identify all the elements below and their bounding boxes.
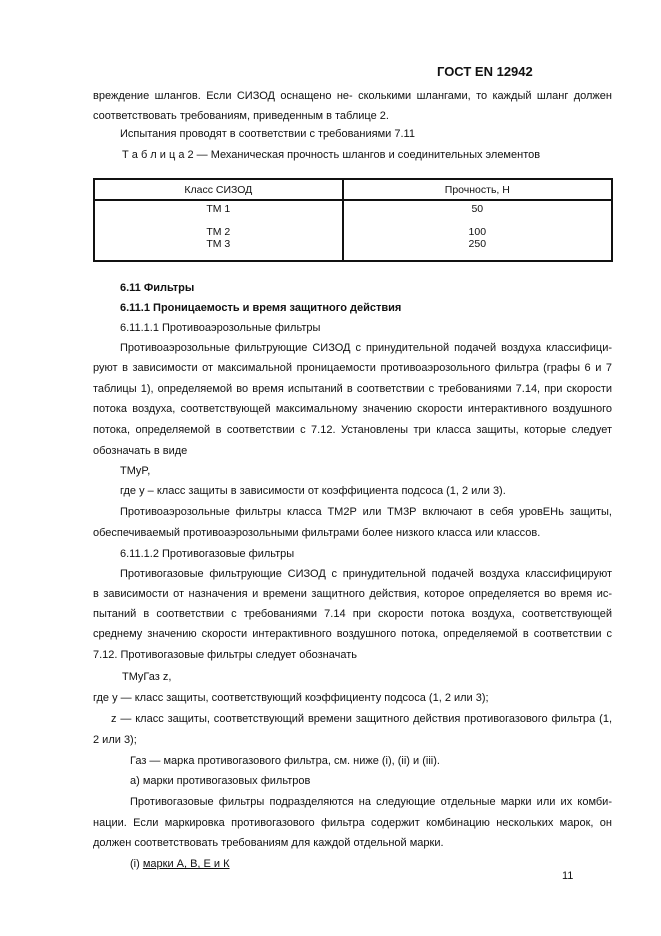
formula: ТМyГаз z, [122, 671, 172, 683]
list-item [130, 857, 649, 871]
paragraph-line: должен соответствовать требованиям для каждой отдельной марки. [93, 837, 444, 849]
section-heading: 6.11.1 Проницаемость и время защитного действия [120, 302, 402, 314]
table-row [94, 200, 612, 223]
table-row [94, 223, 612, 238]
paragraph-line: соответствовать требованиям, приведенным в таблице 2. [93, 110, 389, 122]
table-cell: ТМ 3 [94, 238, 343, 261]
table-cell: 250 [343, 238, 612, 261]
paragraph-line: в зависимости от назначения и времени защитного действия, которое определяется во время ис- [93, 588, 612, 600]
table-caption: Т а б л и ц а 2 — Механическая прочность шлангов и соединительных элементов [122, 149, 541, 161]
column-header: Класс СИЗОД [94, 179, 343, 200]
paragraph-line: обозначать в виде [93, 445, 188, 457]
paragraph-line: руют в зависимости от максимальной проницаемости противоаэрозольного фильтра (графы 6 и 7 [93, 362, 612, 374]
formula: ТМyP, [120, 465, 151, 477]
table-cell: 100 [343, 223, 612, 238]
paragraph-line: где y – класс защиты в зависимости от коэффициента подсоса (1, 2 или 3). [120, 485, 506, 497]
paragraph-line: Противогазовые фильтры подразделяются на следующие отдельные марки или их комби- [130, 796, 612, 808]
paragraph-line: где y — класс защиты, соответствующий коэффициенту подсоса (1, 2 или 3); [93, 692, 489, 704]
paragraph-line: 2 или 3); [93, 734, 137, 746]
list-item: а) марки противогазовых фильтров [130, 775, 311, 787]
section-heading: 6.11.1.2 Противогазовые фильтры [120, 548, 295, 560]
paragraph-line: Противоаэрозольные фильтрующие СИЗОД с принудительной подачей воздуха классифици- [120, 342, 612, 354]
paragraph-line: пытаний в соответствии с требованиями 7.14 при скорости потока воздуха, соответствующей [93, 608, 612, 620]
paragraph-line: 7.12. Противогазовые фильтры следует обозначать [93, 649, 357, 661]
paragraph-line: z — класс защиты, соответствующий времени защитного действия противогазового фильтра (1, [111, 713, 612, 725]
table-cell: ТМ 2 [94, 223, 343, 238]
section-heading: 6.11.1.1 Противоаэрозольные фильтры [120, 322, 321, 334]
table-row [94, 238, 612, 261]
section-heading: 6.11 Фильтры [120, 282, 195, 294]
paragraph-line: Противоаэрозольные фильтры класса ТМ2Р или ТМ3Р включают в себя уровЕНь защиты, [120, 506, 612, 518]
list-marker: (i) [130, 858, 143, 870]
paragraph-line: среднему значению скорости интерактивного воздушного потока, определяемой в соответствии с [93, 628, 612, 640]
table-header-row [94, 179, 612, 200]
paragraph-line: потока, определяемой в соответствии с 7.12. Установлены три класса защиты, которые следует [93, 424, 612, 436]
table-cell: 50 [343, 200, 612, 223]
column-header: Прочность, Н [343, 179, 612, 200]
paragraph-line: Противогазовые фильтрующие СИЗОД с принудительной подачей воздуха классифицируют [120, 568, 612, 580]
strength-table [93, 178, 613, 262]
paragraph-line: нации. Если маркировка противогазового фильтра содержит комбинацию нескольких марок, он [93, 817, 612, 829]
subsection-title: марки А, В, Е и К [142, 858, 230, 870]
page-number: 11 [562, 870, 574, 882]
paragraph-line: Газ — марка противогазового фильтра, см. ниже (i), (ii) и (iii). [130, 755, 440, 767]
paragraph-line: таблицы 1), определяемой во время испытаний в соответствии с требованиями 7.14, при скорости [93, 383, 612, 395]
paragraph-line: Испытания проводят в соответствии с требованиями 7.11 [120, 128, 415, 140]
document-code: ГОСТ EN 12942 [437, 64, 533, 79]
paragraph-line: потока воздуха, соответствующей максимальному значению скорости интерактивного воздушного [93, 403, 612, 415]
paragraph-line: обеспечиваемый противоаэрозольными фильтрами более низкого класса или классов. [93, 527, 541, 539]
table-cell: ТМ 1 [94, 200, 343, 223]
paragraph-line: вреждение шлангов. Если СИЗОД оснащено не- сколькими шлангами, то каждый шланг должен [93, 90, 612, 102]
